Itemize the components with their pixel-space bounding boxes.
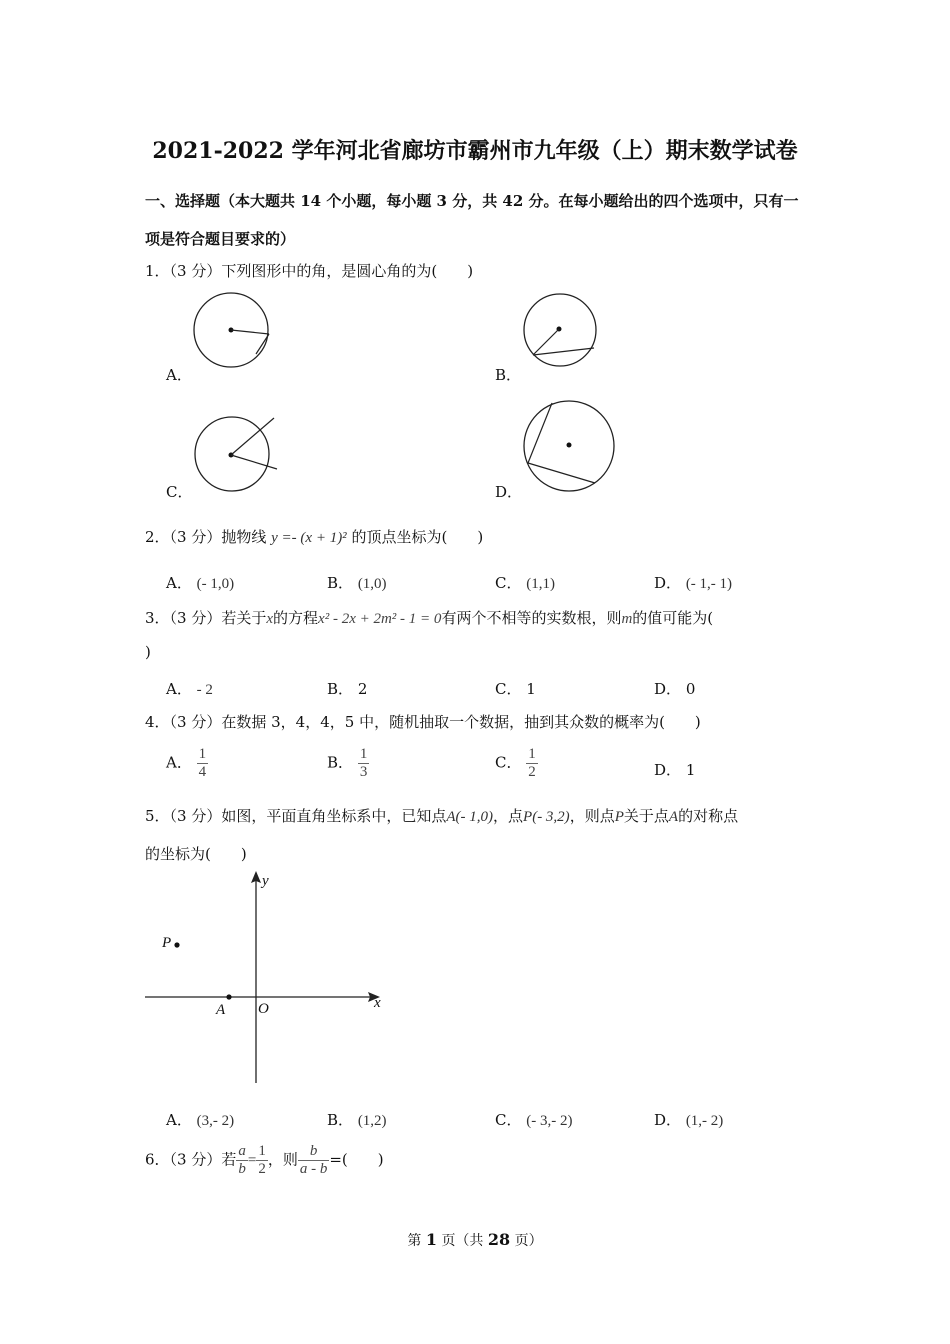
q3-option-d-value: 0 <box>685 680 696 698</box>
page-footer <box>0 1230 950 1250</box>
q1-option-a-label: A． <box>166 366 192 384</box>
q3-option-a <box>166 678 213 699</box>
q3-option-a-value: - 2 <box>196 682 213 698</box>
q3-option-b-value: 2 <box>357 680 368 698</box>
q4-option-a-label: A． <box>166 753 192 772</box>
q5-option-b <box>327 1109 387 1130</box>
q5-option-b-label: B． <box>327 1111 354 1129</box>
q1-option-c-label: C． <box>166 483 193 501</box>
q5-stem <box>145 805 738 826</box>
q5-seg3: ，则点 <box>569 807 615 825</box>
q4-option-d <box>654 759 695 780</box>
section-heading-line2: 项是符合题目要求的） <box>145 230 296 248</box>
q6-suffix: =( ) <box>329 1150 384 1169</box>
q3-option-b-label: B． <box>327 680 354 698</box>
q4-option-a <box>166 746 208 781</box>
q2-option-d <box>654 572 732 593</box>
q1-option-b-label: B． <box>495 366 522 384</box>
q5-y-axis-label: y <box>262 873 269 889</box>
q5-point-a: A(- 1,0) <box>446 809 494 825</box>
q3-option-c-value: 1 <box>526 680 536 698</box>
q5-option-c-value: (- 3,- 2) <box>526 1113 573 1129</box>
q4-stem: 4．（3 分）在数据 3，4，4，5 中，随机抽取一个数据，抽到其众数的概率为( ) <box>145 713 701 731</box>
q2-suffix: 的顶点坐标为( ) <box>351 528 484 546</box>
q4-option-c-label: C． <box>495 753 522 772</box>
q2-option-d-value: (- 1,- 1) <box>685 576 733 592</box>
q3-option-c <box>495 678 536 699</box>
q2-prefix: 2．（3 分）抛物线 <box>145 528 267 546</box>
q1-option-d-label: D． <box>495 483 523 501</box>
q1-stem: 1．（3 分）下列图形中的角，是圆心角的为( ) <box>145 262 474 280</box>
q3-mid: 的方程 <box>273 609 319 627</box>
q3-var-x: x <box>266 611 274 627</box>
q5-option-a <box>166 1109 234 1130</box>
footer-pre: 第 <box>407 1233 422 1249</box>
q1-figure-d <box>518 398 618 498</box>
q4-option-d-label: D． <box>654 761 682 779</box>
q3-option-a-label: A． <box>166 680 192 698</box>
footer-post: 页） <box>514 1233 543 1249</box>
q1-figure-a <box>190 290 280 370</box>
q5-stem-line2: 的坐标为( ) <box>145 845 247 863</box>
q3-prefix: 3．（3 分）若关于 <box>145 609 267 627</box>
q4-option-a-fraction: $\frac{1}{4}$ <box>198 746 207 780</box>
footer-total-pages: 28 <box>487 1230 511 1249</box>
q4-option-b <box>327 746 369 781</box>
q2-option-a-value: (- 1,0) <box>196 576 235 592</box>
q5-seg4: 关于点 <box>623 807 669 825</box>
q5-option-c <box>495 1109 573 1130</box>
q4-option-d-value: 1 <box>685 761 696 779</box>
q2-stem <box>145 526 483 547</box>
page-title: 2021-2022 学年河北省廊坊市霸州市九年级（上）期末数学试卷 <box>152 138 798 164</box>
q6-fraction-a-over-b: $\frac{a}{b}$ <box>238 1143 246 1177</box>
q4-option-b-fraction: $\frac{1}{3}$ <box>359 746 368 780</box>
q5-option-d-value: (1,- 2) <box>685 1113 724 1129</box>
q5-point-a-label: A <box>216 1002 226 1018</box>
footer-page-number: 1 <box>425 1230 437 1249</box>
q5-seg5: 的对称点 <box>678 807 739 825</box>
q2-option-a-label: A． <box>166 574 192 592</box>
q6-mid: ，则 <box>267 1150 298 1169</box>
q2-option-c <box>495 572 555 593</box>
q5-option-a-value: (3,- 2) <box>196 1113 235 1129</box>
q4-option-c-fraction: $\frac{1}{2}$ <box>528 746 536 780</box>
q3-equation: x² - 2x + 2m² - 1 = 0 <box>318 611 442 627</box>
q3-suffix: 的值可能为( <box>632 609 714 627</box>
q4-option-c <box>495 746 538 781</box>
q5-seg2: ，点 <box>493 807 524 825</box>
q5-x-axis-label: x <box>374 995 381 1011</box>
q5-option-d <box>654 1109 723 1130</box>
q5-option-a-label: A． <box>166 1111 192 1129</box>
q5-point-p: P(- 3,2) <box>523 809 570 825</box>
q2-option-c-label: C． <box>495 574 522 592</box>
q2-option-b-label: B． <box>327 574 354 592</box>
q3-var-m: m <box>621 611 633 627</box>
q3-stem <box>145 607 713 628</box>
q1-figure-b <box>520 290 610 370</box>
q6-prefix: 6．（3 分）若 <box>145 1150 237 1169</box>
q5-var-a: A <box>668 809 679 825</box>
q1-figure-c <box>190 410 290 500</box>
q2-formula: y =- (x + 1)² <box>271 530 347 546</box>
q5-seg1: 5．（3 分）如图，平面直角坐标系中，已知点 <box>145 807 447 825</box>
footer-mid: 页（共 <box>441 1233 484 1249</box>
q5-point-p-label: P <box>162 935 172 951</box>
q6-fraction-one-half: $\frac{1}{2}$ <box>258 1143 266 1177</box>
q4-option-b-label: B． <box>327 753 354 772</box>
q6-fraction-b-over-a-minus-b: $\frac{b}{a - b}$ <box>299 1143 328 1177</box>
q2-option-d-label: D． <box>654 574 682 592</box>
q5-var-p: P <box>614 809 624 825</box>
q5-option-c-label: C． <box>495 1111 522 1129</box>
q3-option-d-label: D． <box>654 680 682 698</box>
q5-coordinate-figure <box>140 865 400 1090</box>
q2-option-b-value: (1,0) <box>357 576 387 592</box>
q3-option-c-label: C． <box>495 680 522 698</box>
q5-origin-label: O <box>258 1001 269 1017</box>
section-heading-line1: 一、选择题（本大题共 14 个小题，每小题 3 分，共 42 分。在每小题给出的四个选项中，只有一 <box>145 192 799 210</box>
q2-option-a <box>166 572 234 593</box>
q5-option-d-label: D． <box>654 1111 682 1129</box>
q3-mid2: 有两个不相等的实数根，则 <box>441 609 622 627</box>
q3-option-b <box>327 678 367 699</box>
q2-option-c-value: (1,1) <box>526 576 556 592</box>
q5-option-b-value: (1,2) <box>357 1113 387 1129</box>
q3-option-d <box>654 678 695 699</box>
q6-equals: = <box>247 1152 257 1169</box>
q6-stem <box>145 1143 384 1178</box>
q2-option-b <box>327 572 387 593</box>
q3-stem-line2: ) <box>145 643 151 661</box>
